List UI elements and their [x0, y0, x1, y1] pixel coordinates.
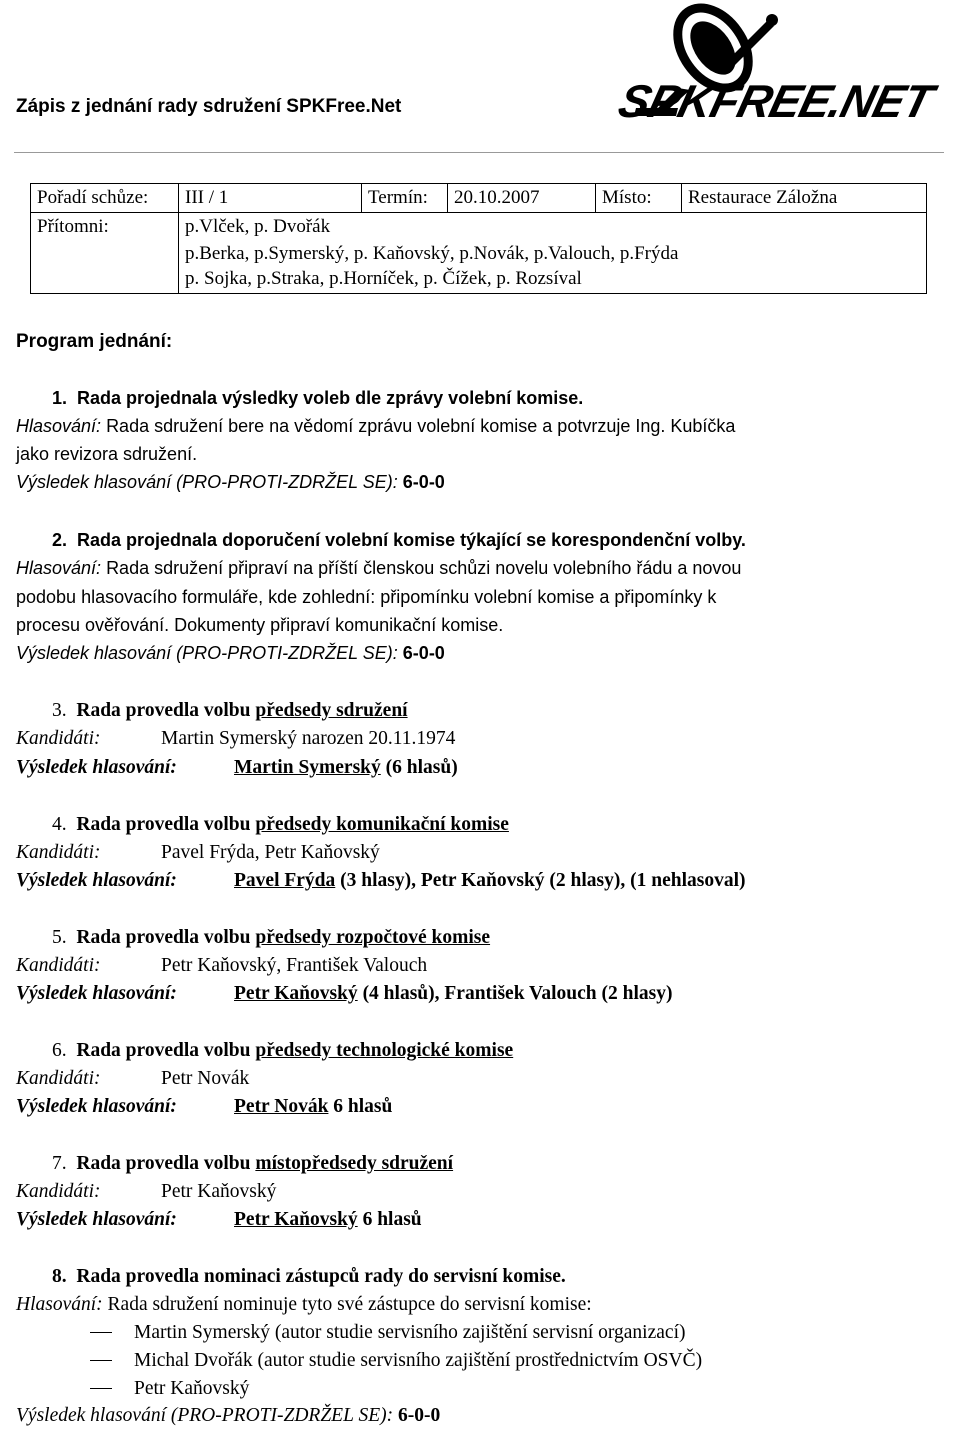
nominee-item	[90, 1350, 702, 1372]
result-label: Výsledek hlasování (PRO-PROTI-ZDRŽEL SE):	[16, 472, 398, 492]
agenda-item-7-candidates	[16, 1181, 276, 1203]
agenda-item-3-candidates	[16, 728, 455, 750]
agenda-item-2-title	[52, 530, 746, 551]
nominee-item	[90, 1322, 685, 1344]
result-label: Výsledek hlasování:	[16, 1096, 177, 1117]
present-line: p.Berka, p.Symerský, p. Kaňovský, p.Novák, p.Valouch, p.Frýda	[185, 243, 679, 264]
table-row	[31, 184, 927, 213]
voting-label: Hlasování:	[16, 1294, 103, 1315]
present-list	[179, 213, 927, 294]
candidates-value: Petr Novák	[161, 1068, 250, 1089]
order-label: Pořadí schůze:	[31, 184, 179, 213]
agenda-item-3-result	[16, 757, 458, 779]
agenda-item-4-candidates	[16, 842, 380, 864]
present-label: Přítomni:	[31, 213, 179, 294]
result-value: 6-0-0	[397, 1405, 441, 1426]
agenda-item-4-result	[16, 870, 746, 892]
voting-text: Rada sdružení bere na vědomí zprávu volební komise a potvrzuje Ing. Kubíčka	[106, 416, 736, 436]
agenda-item-5-candidates	[16, 955, 427, 977]
present-line: p. Sojka, p.Straka, p.Horníček, p. Čížek, p. Rozsíval	[185, 268, 582, 289]
place-label: Místo:	[596, 184, 682, 213]
nominee-text: Michal Dvořák (autor studie servisního zajištění prostřednictvím OSVČ)	[134, 1350, 703, 1371]
order-value: III / 1	[179, 184, 362, 213]
result-label: Výsledek hlasování:	[16, 870, 177, 891]
result-value: 6-0-0	[402, 643, 445, 663]
document-title: Zápis z jednání rady sdružení SPKFree.Net	[16, 96, 402, 117]
agenda-item-2-voting	[16, 558, 741, 579]
logo-wordmark: SPKFREE.NET	[613, 75, 938, 127]
result-rest: (6 hlasů)	[380, 757, 458, 778]
candidates-label: Kandidáti:	[16, 1181, 101, 1202]
result-winner: Petr Kaňovský	[234, 1209, 358, 1230]
nominee-text: Martin Symerský (autor studie servisního zajištění servisní organizací)	[134, 1322, 686, 1343]
table-row	[31, 213, 927, 294]
candidates-value: Martin Symerský narozen 20.11.1974	[161, 728, 456, 749]
result-label: Výsledek hlasování:	[16, 983, 177, 1004]
agenda-item-1-title	[52, 388, 583, 409]
agenda-item-8-result	[16, 1405, 440, 1427]
agenda-item-5-result	[16, 983, 672, 1005]
date-value: 20.10.2007	[448, 184, 596, 213]
result-rest: (4 hlasů), František Valouch (2 hlasy)	[357, 983, 673, 1004]
dash-bullet-icon	[90, 1360, 112, 1361]
agenda-item-2-result	[16, 643, 445, 664]
voting-label: Hlasování:	[16, 416, 102, 436]
item-title-underlined: předsedy komunikační komise	[255, 814, 509, 835]
item-number: 1.	[52, 388, 68, 408]
candidates-value: Petr Kaňovský, František Valouch	[161, 955, 428, 976]
result-rest: (3 hlasy), Petr Kaňovský (2 hlasy), (1 nehlasoval)	[335, 870, 746, 891]
agenda-item-6-title	[52, 1040, 513, 1062]
result-rest: 6 hlasů	[357, 1209, 422, 1230]
item-number: 8.	[52, 1266, 67, 1287]
result-label: Výsledek hlasování (PRO-PROTI-ZDRŽEL SE):	[16, 643, 398, 663]
item-title-prefix: Rada provedla volbu	[76, 1153, 256, 1174]
program-heading: Program jednání:	[16, 331, 173, 352]
agenda-item-6-result	[16, 1096, 392, 1118]
header-divider	[14, 152, 944, 153]
item-number: 5.	[52, 927, 67, 948]
result-label: Výsledek hlasování (PRO-PROTI-ZDRŽEL SE):	[16, 1405, 394, 1426]
present-line: p.Vlček, p. Dvořák	[185, 216, 331, 237]
item-title-prefix: Rada provedla volbu	[76, 1040, 256, 1061]
item-title-underlined: předsedy sdružení	[255, 700, 408, 721]
item-number: 3.	[52, 700, 67, 721]
result-winner: Petr Kaňovský	[234, 983, 358, 1004]
candidates-label: Kandidáti:	[16, 1068, 101, 1089]
nominee-item	[90, 1378, 249, 1400]
item-number: 7.	[52, 1153, 67, 1174]
voting-text: Rada sdružení připraví na příští členskou schůzi novelu volebního řádu a novou	[106, 558, 742, 578]
agenda-item-7-title	[52, 1153, 453, 1175]
agenda-item-3-title	[52, 700, 408, 722]
agenda-item-1-voting	[16, 416, 735, 437]
result-rest: 6 hlasů	[328, 1096, 393, 1117]
item-title-underlined: předsedy technologické komise	[255, 1040, 514, 1061]
result-winner: Martin Symerský	[234, 757, 381, 778]
dash-bullet-icon	[90, 1332, 112, 1333]
item-title: Rada projednala výsledky voleb dle zprávy volební komise.	[77, 388, 584, 408]
agenda-item-7-result	[16, 1209, 422, 1231]
agenda-item-5-title	[52, 927, 490, 949]
item-title: Rada provedla nominaci zástupců rady do servisní komise.	[76, 1266, 566, 1287]
place-value: Restaurace Záložna	[682, 184, 927, 213]
result-label: Výsledek hlasování:	[16, 1209, 177, 1230]
candidates-label: Kandidáti:	[16, 955, 101, 976]
item-title-underlined: místopředsedy sdružení	[255, 1153, 454, 1174]
dash-bullet-icon	[90, 1388, 112, 1389]
meeting-info-table	[30, 183, 927, 294]
item-title: Rada projednala doporučení volební komise týkající se korespondenční volby.	[77, 530, 746, 550]
item-title-prefix: Rada provedla volbu	[76, 927, 256, 948]
agenda-item-1-result	[16, 472, 445, 493]
voting-label: Hlasování:	[16, 558, 102, 578]
agenda-item-8-voting	[16, 1294, 592, 1316]
voting-text-cont: podobu hlasovacího formuláře, kde zohlední: připomínku volební komise a připomínky k	[16, 587, 717, 607]
item-title-underlined: předsedy rozpočtové komise	[255, 927, 491, 948]
item-number: 2.	[52, 530, 68, 550]
candidates-value: Petr Kaňovský	[161, 1181, 277, 1202]
item-number: 6.	[52, 1040, 67, 1061]
nominee-text: Petr Kaňovský	[134, 1378, 250, 1399]
result-value: 6-0-0	[402, 472, 445, 492]
candidates-label: Kandidáti:	[16, 842, 101, 863]
voting-text: Rada sdružení nominuje tyto své zástupce do servisní komise:	[107, 1294, 592, 1315]
result-winner: Petr Novák	[234, 1096, 329, 1117]
result-label: Výsledek hlasování:	[16, 757, 177, 778]
agenda-item-6-candidates	[16, 1068, 249, 1090]
voting-text-cont: procesu ověřování. Dokumenty připraví komunikační komise.	[16, 615, 504, 635]
agenda-item-8-title	[52, 1266, 566, 1288]
item-number: 4.	[52, 814, 67, 835]
agenda-item-4-title	[52, 814, 509, 836]
candidates-value: Pavel Frýda, Petr Kaňovský	[161, 842, 380, 863]
item-title-prefix: Rada provedla volbu	[76, 700, 256, 721]
candidates-label: Kandidáti:	[16, 728, 101, 749]
date-label: Termín:	[362, 184, 448, 213]
voting-text-cont: jako revizora sdružení.	[16, 444, 198, 464]
item-title-prefix: Rada provedla volbu	[76, 814, 256, 835]
result-winner: Pavel Frýda	[234, 870, 336, 891]
